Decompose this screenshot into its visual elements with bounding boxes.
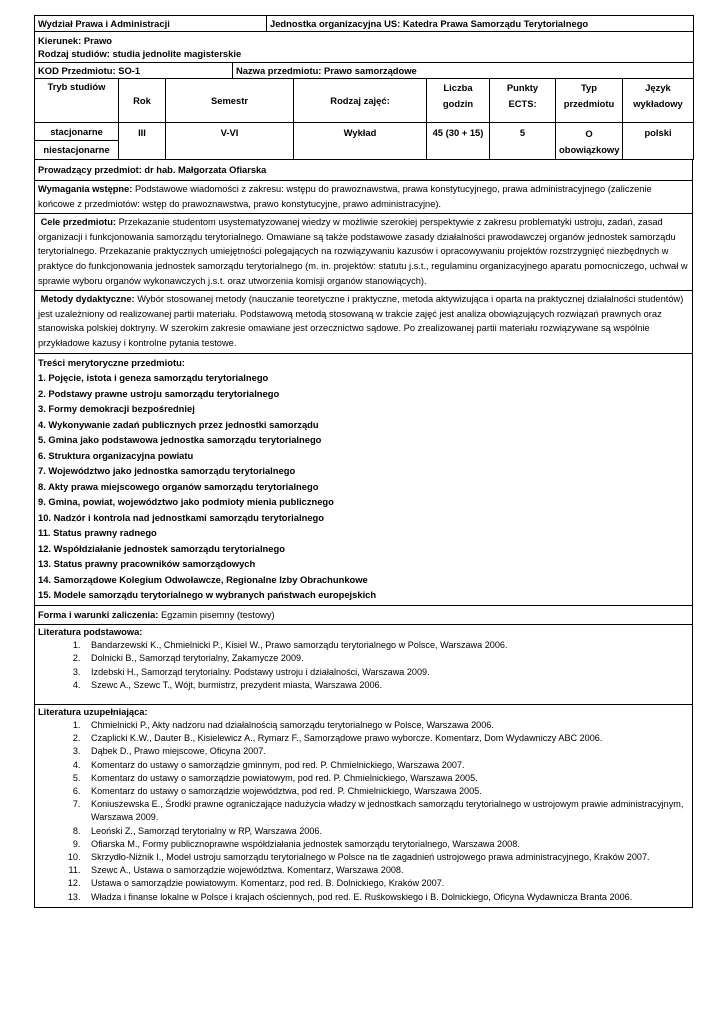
topic-item: 12. Współdziałanie jednostek samorządu terytorialnego xyxy=(38,542,285,554)
header-type: Typ przedmiotu xyxy=(556,79,623,122)
literature-item: 8. Leoński Z., Samorząd terytorialny w RP, Warszawa 2006. xyxy=(83,825,689,838)
literature-item: 3. Dąbek D., Prawo miejscowe, Oficyna 2007. xyxy=(83,745,689,758)
header-semester: Semestr xyxy=(166,79,294,122)
topic-item: 6. Struktura organizacyjna powiatu xyxy=(38,449,194,461)
literature-item: 1. Chmielnicki P., Akty nadzoru nad działalnością samorządu terytorialnego w Polsce, Warszawa 2006. xyxy=(83,719,689,732)
content-label: Treści merytoryczne przedmiotu: xyxy=(38,356,185,368)
literature-item: 3. Izdebski H., Samorząd terytorialny. Podstawy ustroju i działalności, Warszawa 2009. xyxy=(83,666,689,679)
literature-item: 11. Szewc A., Ustawa o samorządzie województwa. Komentarz, Warszawa 2008. xyxy=(83,864,689,877)
literature-item: 12. Ustawa o samorządzie powiatowym. Komentarz, pod red. B. Dolnickiego, Kraków 2007. xyxy=(83,877,689,890)
header-language: Język wykładowy xyxy=(623,79,694,122)
literature-item: 1. Bandarzewski K., Chmielnicki P., Kisiel W., Prawo samorządu terytorialnego w Polsce, Warszawa 2006. xyxy=(83,639,689,652)
mode-stationary: stacjonarne xyxy=(35,123,118,141)
direction-text: Kierunek: Prawo xyxy=(38,35,112,46)
topic-item: 1. Pojęcie, istota i geneza samorządu terytorialnego xyxy=(38,372,269,384)
assessment-text: Egzamin pisemny (testowy) xyxy=(158,609,275,620)
literature-item: 4. Szewc A., Szewc T., Wójt, burmistrz, prezydent miasta, Warszawa 2006. xyxy=(83,679,689,692)
requirements-text: Podstawowe wiadomości z zakresu: wstępu do prawoznawstwa, prawa konstytucyjnego, prawa administracyjnego (zaliczenie końcowe z przedmiotów: wstęp do prawoznawstwa, prawo konstytucyjne, prawo administracyjne). xyxy=(38,184,652,209)
methods-block xyxy=(34,291,693,353)
literature-item: 9. Ofiarska M., Formy publicznoprawne współdziałania jednostek samorządu terytorialnego, Warszawa 2008. xyxy=(83,838,689,851)
requirements-block xyxy=(34,181,693,214)
goals-block xyxy=(34,214,693,291)
topic-item: 4. Wykonywanie zadań publicznych przez jednostki samorządu xyxy=(38,418,319,430)
course-code-cell: KOD Przedmiotu: SO-1 xyxy=(35,63,233,79)
faculty-cell: Wydział Prawa i Administracji xyxy=(35,16,267,32)
header-table xyxy=(34,15,694,63)
header-ects: Punkty ECTS: xyxy=(490,79,556,122)
class-type-value: Wykład xyxy=(294,122,427,159)
topic-item: 11. Status prawny radnego xyxy=(38,527,157,539)
methods-text: Wybór stosowanej metody (nauczanie teoretyczne i praktyczne, metoda aktywizująca i oparta na praktycznej działalności studentów) jest uzależniony od realizowanej partii materiału. Podstawową metodą stosowaną w trakcie zajęć jest analiza obowiązujących rozwiązań prawnych oraz stanowiska polskiej doktryny. W szerokim zakresie omawiane jest orzecznictwo sądowe. Po zrealizowanej partii materiału rozwiązywane są wspólnie przykładowe kazusy i kontrolne pytania testowe. xyxy=(38,294,684,349)
literature-extra-list xyxy=(38,719,689,904)
course-name-cell: Nazwa przedmiotu: Prawo samorządowe xyxy=(233,63,694,79)
methods-label: Metody dydaktyczne: xyxy=(40,294,135,305)
goals-label: Cele przedmiotu: xyxy=(40,217,117,228)
code-table xyxy=(34,63,694,79)
literature-item: 13. Władza i finanse lokalne w Polsce i krajach ościennych, pod red. E. Ruśkowskiego i B. Dolnickiego, Oficyna Wydawnicza Branta 2006. xyxy=(83,891,689,904)
hours-value: 45 (30 + 15) xyxy=(427,122,490,159)
topic-item: 9. Gmina, powiat, województwo jako podmioty mienia publicznego xyxy=(38,496,334,508)
mode-cell xyxy=(35,122,119,159)
topic-item: 7. Województwo jako jednostka samorządu terytorialnego xyxy=(38,465,296,477)
requirements-label: Wymagania wstępne: xyxy=(38,184,133,195)
literature-extra-block xyxy=(34,705,693,908)
literature-item: 2. Czaplicki K.W., Dauter B., Kisielewicz A., Rymarz F., Samorządowe prawo wyborcze. Komentarz, Dom Wydawniczy ABC 2006. xyxy=(83,732,689,745)
program-cell xyxy=(35,32,694,63)
literature-item: 10. Skrzydło-Niżnik I., Model ustroju samorządu terytorialnego w Polsce na tle zagadnień ustrojowego prawa administracyjnego, Kraków 2007. xyxy=(83,851,689,864)
topic-item: 3. Formy demokracji bezpośredniej xyxy=(38,403,195,415)
literature-extra-label: Literatura uzupełniająca: xyxy=(38,707,148,718)
literature-item: 7. Koniuszewska E., Środki prawne ograniczające nadużycia władzy w jednostkach samorządu terytorialnego w ustrojowym prawie administracyjnym, Warszawa 2009. xyxy=(83,798,689,824)
language-value: polski xyxy=(623,122,694,159)
course-info-table xyxy=(34,79,694,160)
topic-item: 2. Podstawy prawne ustroju samorządu terytorialnego xyxy=(38,387,280,399)
literature-basic-block xyxy=(34,625,693,705)
topic-item: 15. Modele samorządu terytorialnego w wybranych państwach europejskich xyxy=(38,589,377,601)
literature-basic-list xyxy=(38,639,689,692)
content-block xyxy=(34,354,693,606)
unit-cell: Jednostka organizacyjna US: Katedra Prawa Samorządu Terytorialnego xyxy=(267,16,694,32)
literature-item: 2. Dolnicki B., Samorząd terytorialny, Zakamycze 2009. xyxy=(83,652,689,665)
ects-value: 5 xyxy=(490,122,556,159)
assessment-block xyxy=(34,606,693,626)
topic-item: 14. Samorządowe Kolegium Odwoławcze, Regionalne Izby Obrachunkowe xyxy=(38,573,368,585)
topic-item: 10. Nadzór i kontrola nad jednostkami samorządu terytorialnego xyxy=(38,511,325,523)
literature-item: 4. Komentarz do ustawy o samorządzie gminnym, pod red. P. Chmielnickiego, Warszawa 2007. xyxy=(83,759,689,772)
header-class-type: Rodzaj zajęć: xyxy=(294,79,427,122)
header-mode: Tryb studiów xyxy=(35,79,119,122)
literature-basic-label: Literatura podstawowa: xyxy=(38,627,143,638)
goals-text: Przekazanie studentom usystematyzowanej wiedzy w możliwie szerokiej perspektywie z zakresu problematyki ustroju, zadań, zasad organizacji i funkcjonowania samorządu terytorialnego. Omawiane są także podstawowe zasady działalności prawodawczej organów jednostek samorządu terytorialnego. Przekazanie praktycznych umiejętności polegających na rozwiązywaniu kazusów i opracowywaniu projektów rozstrzygnięć niezbędnych w praktyce do funkcjonowania jednostek samorządu terytorialnego (m. in. projektów: statutu j.s.t., regulaminu organizacyjnego aparatu pomocniczego, uchwał w sprawie wyboru organów wykonawczych j.s.t. oraz utworzenia komisji organów stanowiących). xyxy=(38,217,688,286)
year-value: III xyxy=(119,122,166,159)
literature-item: 5. Komentarz do ustawy o samorządzie powiatowym, pod red. P. Chmielnickiego, Warszawa 2005. xyxy=(83,772,689,785)
assessment-label: Forma i warunki zaliczenia: xyxy=(38,609,159,620)
lecturer-row: Prowadzący przedmiot: dr hab. Małgorzata Ofiarska xyxy=(34,160,693,182)
semester-value: V-VI xyxy=(166,122,294,159)
type-value: O obowiązkowy xyxy=(556,122,623,159)
topic-item: 13. Status prawny pracowników samorządowych xyxy=(38,558,256,570)
topic-item: 5. Gmina jako podstawowa jednostka samorządu terytorialnego xyxy=(38,434,322,446)
syllabus-sheet xyxy=(34,15,693,908)
header-year: Rok xyxy=(119,79,166,122)
literature-item: 6. Komentarz do ustawy o samorządzie województwa, pod red. P. Chmielnickiego, Warszawa 2005. xyxy=(83,785,689,798)
topic-item: 8. Akty prawa miejscowego organów samorządu terytorialnego xyxy=(38,480,319,492)
header-hours: Liczba godzin xyxy=(427,79,490,122)
mode-non-stationary: niestacjonarne xyxy=(43,143,110,155)
study-type-text: Rodzaj studiów: studia jednolite magisterskie xyxy=(38,48,242,59)
